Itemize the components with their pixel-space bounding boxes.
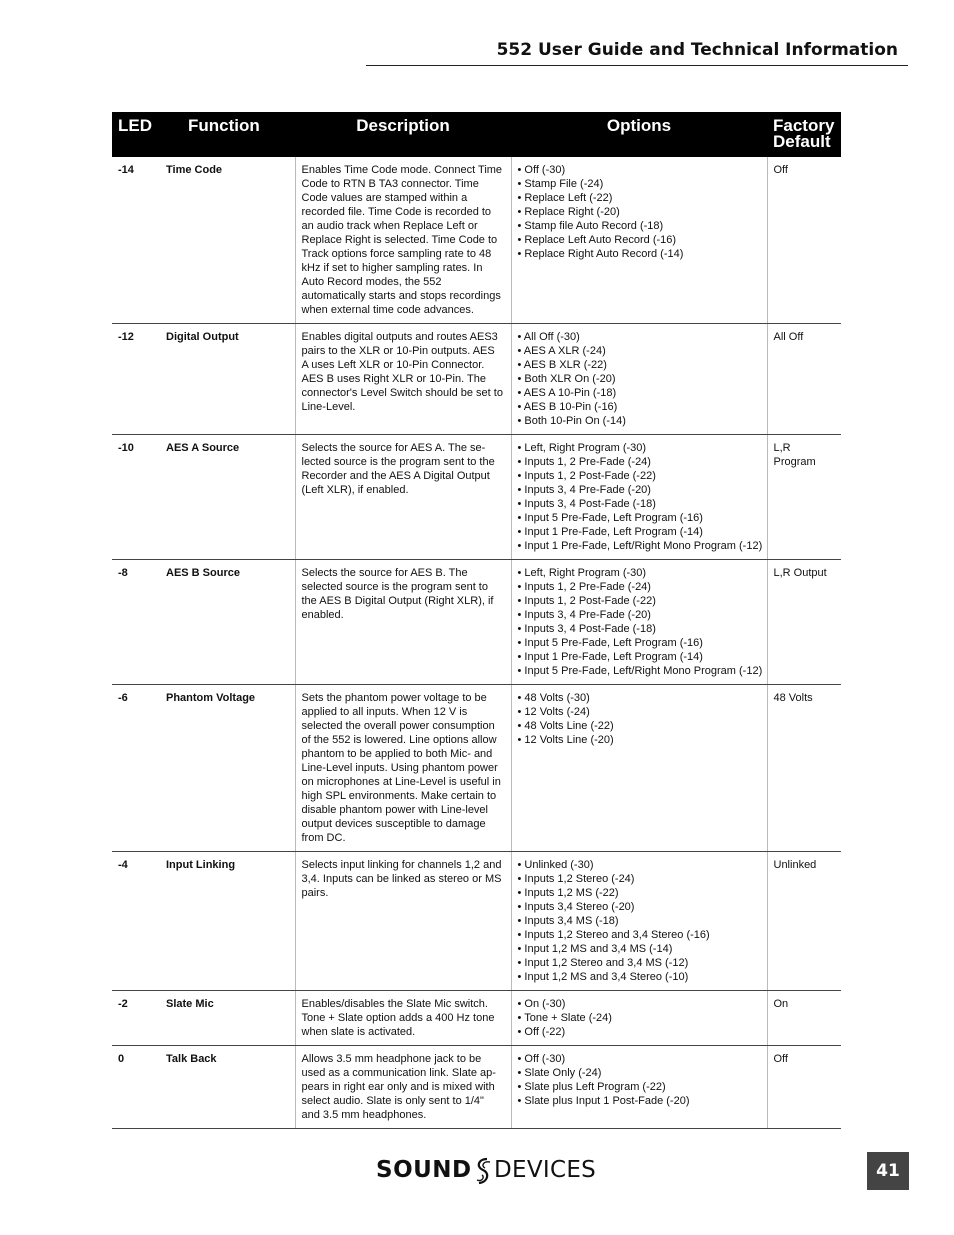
option-item: • Inputs 1, 2 Post-Fade (-22) bbox=[517, 470, 656, 482]
option-item: • Off (-22) bbox=[517, 1026, 566, 1038]
led-cell: -6 bbox=[112, 685, 160, 852]
option-item: • Input 1 Pre-Fade, Left Program (-14) bbox=[517, 651, 703, 663]
factory-default-cell: L,R Output bbox=[767, 560, 841, 685]
option-item: • Input 1 Pre-Fade, Left Program (-14) bbox=[517, 526, 703, 538]
option-item: • Slate plus Left Program (-22) bbox=[517, 1081, 666, 1093]
options-cell bbox=[511, 991, 767, 1046]
function-cell: Digital Output bbox=[160, 324, 295, 435]
option-item: • 48 Volts (-30) bbox=[517, 692, 590, 704]
option-item: • Input 1,2 MS and 3,4 Stereo (-10) bbox=[517, 971, 689, 983]
option-item: • Left, Right Program (-30) bbox=[517, 567, 647, 579]
table-header-row bbox=[112, 112, 841, 157]
description-cell: Enables Time Code mode. Connect Time Code to RTN B TA3 connector. Time Code values are stamped within a recorded file. Time Code is recorded to an audio track when Replace Left or Replace Right is selected. Time Code to Track options force sampling rate to 48 kHz if set to higher sampling rates. In Auto Record modes, the 552 automatically starts and stops recordings when external time code advances. bbox=[295, 157, 511, 324]
option-item: • Stamp File (-24) bbox=[517, 178, 604, 190]
option-item: • 12 Volts Line (-20) bbox=[517, 734, 614, 746]
option-item: • AES A XLR (-24) bbox=[517, 345, 606, 357]
led-cell: -4 bbox=[112, 852, 160, 991]
option-item: • Input 5 Pre-Fade, Left/Right Mono Program (-12) bbox=[517, 665, 763, 677]
option-item: • AES B XLR (-22) bbox=[517, 359, 607, 371]
option-item: • Left, Right Program (-30) bbox=[517, 442, 647, 454]
description-cell: Selects input linking for channels 1,2 and 3,4. Inputs can be linked as stereo or MS pairs. bbox=[295, 852, 511, 991]
option-item: • All Off (-30) bbox=[517, 331, 580, 343]
option-item: • AES B 10-Pin (-16) bbox=[517, 401, 618, 413]
option-item: • Inputs 1,2 Stereo (-24) bbox=[517, 873, 635, 885]
table-row bbox=[112, 560, 841, 685]
function-cell: Slate Mic bbox=[160, 991, 295, 1046]
column-header-options: Options bbox=[511, 112, 767, 157]
option-item: • On (-30) bbox=[517, 998, 566, 1010]
led-cell: -12 bbox=[112, 324, 160, 435]
settings-table bbox=[112, 112, 841, 1129]
table-row bbox=[112, 991, 841, 1046]
option-item: • Both XLR On (-20) bbox=[517, 373, 616, 385]
table-row bbox=[112, 324, 841, 435]
led-cell: -2 bbox=[112, 991, 160, 1046]
led-cell: 0 bbox=[112, 1046, 160, 1129]
option-item: • Input 1,2 MS and 3,4 MS (-14) bbox=[517, 943, 673, 955]
function-cell: AES A Source bbox=[160, 435, 295, 560]
option-item: • AES A 10-Pin (-18) bbox=[517, 387, 617, 399]
options-cell bbox=[511, 685, 767, 852]
option-item: • Inputs 1,2 MS (-22) bbox=[517, 887, 619, 899]
table-row bbox=[112, 685, 841, 852]
option-item: • Stamp file Auto Record (-18) bbox=[517, 220, 664, 232]
option-item: • Inputs 1,2 Stereo and 3,4 Stereo (-16) bbox=[517, 929, 710, 941]
table-row bbox=[112, 852, 841, 991]
option-item: • Replace Right (-20) bbox=[517, 206, 620, 218]
option-item: • Input 5 Pre-Fade, Left Program (-16) bbox=[517, 512, 703, 524]
function-cell: Input Linking bbox=[160, 852, 295, 991]
factory-default-cell: Unlinked bbox=[767, 852, 841, 991]
option-item: • Unlinked (-30) bbox=[517, 859, 594, 871]
options-cell bbox=[511, 435, 767, 560]
factory-default-cell: L,R Program bbox=[767, 435, 841, 560]
table-body bbox=[112, 157, 841, 1129]
option-item: • Inputs 3, 4 Pre-Fade (-20) bbox=[517, 609, 651, 621]
description-cell: Sets the phantom power voltage to be applied to all inputs. When 12 V is selected the overall power consumption of the 552 is lowered. Line options allow phantom to be applied to both Mic- and Line-Level inputs. Using phantom power on microphones at Line-Level is useful in high SPL environments. Make certain to disable phantom power with Line-level output devices susceptible to damage from DC. bbox=[295, 685, 511, 852]
options-cell bbox=[511, 852, 767, 991]
description-cell: Selects the source for AES B. The selected source is the program sent to the AES B Digital Output (Right XLR), if enabled. bbox=[295, 560, 511, 685]
factory-default-cell: On bbox=[767, 991, 841, 1046]
option-item: • Off (-30) bbox=[517, 1053, 566, 1065]
option-item: • Inputs 3,4 Stereo (-20) bbox=[517, 901, 635, 913]
option-item: • Slate plus Input 1 Post-Fade (-20) bbox=[517, 1095, 690, 1107]
option-item: • Inputs 3, 4 Post-Fade (-18) bbox=[517, 498, 656, 510]
option-item: • Inputs 3,4 MS (-18) bbox=[517, 915, 619, 927]
option-item: • 48 Volts Line (-22) bbox=[517, 720, 614, 732]
led-cell: -14 bbox=[112, 157, 160, 324]
page-header-title: 552 User Guide and Technical Information bbox=[496, 40, 898, 60]
led-cell: -8 bbox=[112, 560, 160, 685]
option-item: • Slate Only (-24) bbox=[517, 1067, 602, 1079]
function-cell: Time Code bbox=[160, 157, 295, 324]
option-item: • Input 5 Pre-Fade, Left Program (-16) bbox=[517, 637, 703, 649]
description-cell: Enables digital outputs and routes AES3 pairs to the XLR or 10-Pin outputs. AES A uses Left XLR or 10-Pin Connector. AES B uses Right XLR or 10-Pin. The connector's Level Switch should be set to Line-Level. bbox=[295, 324, 511, 435]
logo-word-devices: DEVICES bbox=[494, 1157, 597, 1183]
description-cell: Enables/disables the Slate Mic switch. Tone + Slate option adds a 400 Hz tone when slate is activated. bbox=[295, 991, 511, 1046]
factory-default-cell: Off bbox=[767, 157, 841, 324]
logo-swirl-icon bbox=[472, 1155, 494, 1189]
option-item: • 12 Volts (-24) bbox=[517, 706, 590, 718]
option-item: • Both 10-Pin On (-14) bbox=[517, 415, 626, 427]
option-item: • Inputs 1, 2 Pre-Fade (-24) bbox=[517, 456, 651, 468]
options-cell bbox=[511, 1046, 767, 1129]
function-cell: Phantom Voltage bbox=[160, 685, 295, 852]
header-rule bbox=[366, 65, 908, 66]
option-item: • Replace Right Auto Record (-14) bbox=[517, 248, 684, 260]
option-item: • Tone + Slate (-24) bbox=[517, 1012, 612, 1024]
logo-word-sound: SOUND bbox=[376, 1157, 472, 1183]
table-row bbox=[112, 435, 841, 560]
column-header-function: Function bbox=[160, 112, 295, 157]
option-item: • Input 1,2 Stereo and 3,4 MS (-12) bbox=[517, 957, 689, 969]
description-cell: Allows 3.5 mm headphone jack to be used as a communication link. Slate ap-pears in right ear only and is mixed with select audio. Slate is only sent to 1/4" and 3.5 mm headphones. bbox=[295, 1046, 511, 1129]
sound-devices-logo bbox=[376, 1155, 616, 1189]
option-item: • Inputs 1, 2 Post-Fade (-22) bbox=[517, 595, 656, 607]
option-item: • Replace Left Auto Record (-16) bbox=[517, 234, 677, 246]
option-item: • Inputs 3, 4 Pre-Fade (-20) bbox=[517, 484, 651, 496]
options-cell bbox=[511, 560, 767, 685]
column-header-description: Description bbox=[295, 112, 511, 157]
column-header-factory-default: Factory Default bbox=[767, 112, 841, 157]
function-cell: Talk Back bbox=[160, 1046, 295, 1129]
column-header-led: LED bbox=[112, 112, 160, 157]
led-cell: -10 bbox=[112, 435, 160, 560]
option-item: • Inputs 1, 2 Pre-Fade (-24) bbox=[517, 581, 651, 593]
option-item: • Off (-30) bbox=[517, 164, 566, 176]
option-item: • Replace Left (-22) bbox=[517, 192, 613, 204]
table-row bbox=[112, 157, 841, 324]
factory-default-cell: All Off bbox=[767, 324, 841, 435]
factory-default-cell: 48 Volts bbox=[767, 685, 841, 852]
options-cell bbox=[511, 324, 767, 435]
option-item: • Inputs 3, 4 Post-Fade (-18) bbox=[517, 623, 656, 635]
function-cell: AES B Source bbox=[160, 560, 295, 685]
page-number: 41 bbox=[867, 1152, 909, 1190]
table-row bbox=[112, 1046, 841, 1129]
description-cell: Selects the source for AES A. The se-lected source is the program sent to the Recorder and the AES A Digital Output (Left XLR), if enabled. bbox=[295, 435, 511, 560]
options-cell bbox=[511, 157, 767, 324]
option-item: • Input 1 Pre-Fade, Left/Right Mono Program (-12) bbox=[517, 540, 763, 552]
factory-default-cell: Off bbox=[767, 1046, 841, 1129]
